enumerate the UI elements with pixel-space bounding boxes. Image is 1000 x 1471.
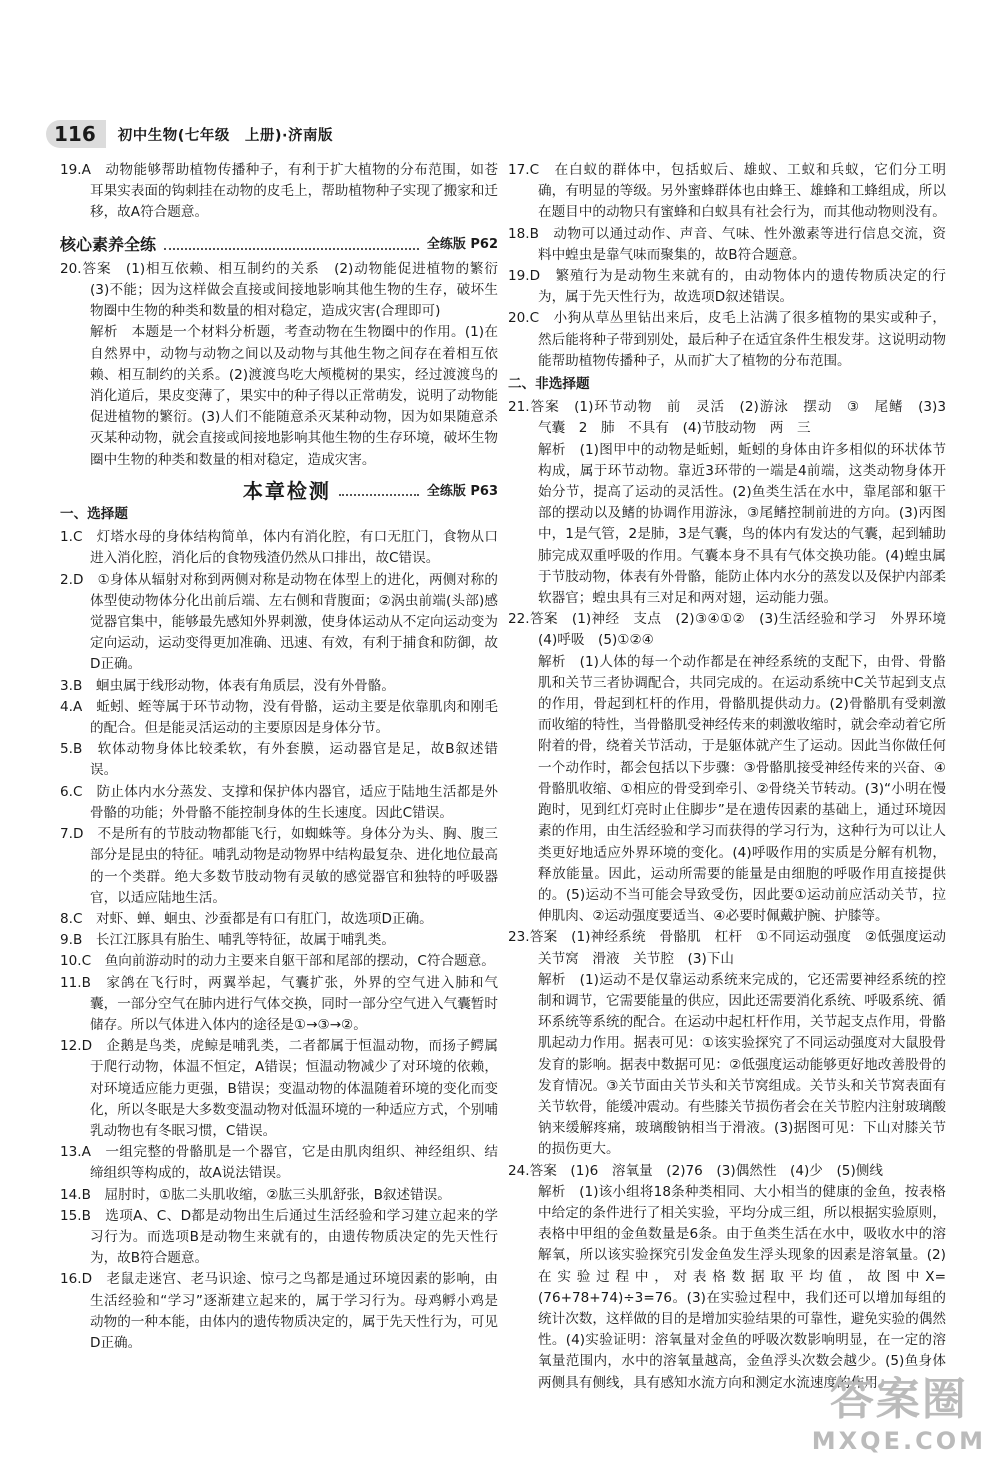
answer-item: 15.B 选项A、C、D都是动物出生后通过生活经验和学习建立起来的学习行为。而选项B是动物生来就有的，由遗传物质决定的先天性行为，故B符合题意。 — [60, 1207, 498, 1267]
answer-item: 3.B 蛔虫属于线形动物，体表有角质层，没有外骨骼。 — [60, 677, 395, 694]
answer-item: 23.答案 (1)神经系统 骨骼肌 杠杆 ①不同运动强度 ②低强度运动 关节窝 滑液 关节腔 (3)下山 — [508, 929, 960, 967]
answer-item: 22.答案 (1)神经 支点 (2)③④①② (3)生活经验和学习 外界环境 (4)呼吸 (5)①②④ — [508, 611, 960, 649]
answer-item: 18.B 动物可以通过动作、声音、气味、性外激素等进行信息交流，资料中蝗虫是靠气味而聚集的，故B符合题意。 — [508, 225, 946, 263]
answer-item: 17.C 在白蚁的群体中，包括蚁后、雄蚁、工蚁和兵蚁，它们分工明确，有明显的等级。另外蜜蜂群体也由蜂王、雄蜂和工蜂组成，所以在题目中的动物只有蜜蜂和白蚁具有社会行为，而其他动物则没有。 — [508, 162, 946, 221]
section-ref: 全练版 P62 — [426, 236, 498, 252]
answer-item: 5.B 软体动物身体比较柔软，有外套膜，运动器官是足，故B叙述错误。 — [60, 741, 498, 779]
section-heading-chapter-test — [60, 478, 498, 503]
section-title: 核心素养全练 — [60, 234, 157, 254]
part-heading: 一、选择题 — [60, 506, 128, 523]
answer-item: 13.A 一组完整的骨骼肌是一个器官，它是由肌肉组织、神经组织、结缔组织等构成的，故A说法错误。 — [60, 1144, 498, 1182]
answer-item: 19.D 繁殖行为是动物生来就有的，由动物体内的遗传物质决定的行为，属于先天性行为，故选项D叙述错误。 — [508, 268, 946, 306]
answer-item: 4.A 蚯蚓、蛭等属于环节动物，没有骨骼，运动主要是依靠肌肉和刚毛的配合。但是能灵活运动的主要原因是身体分节。 — [60, 698, 498, 737]
answer-item: 2.D ①身体从辐射对称到两侧对称是动物在体型上的进化，两侧对称的体型使动物体分化出前后端、左右侧和背腹面；②涡虫前端(头部)感觉器官集中，能够最先感知外界刺激，使身体运动从不定向运动变为定向运动，运动变得更加准确、迅速、有效，有利于捕食和防御，故D正确。 — [60, 571, 498, 673]
page-header — [46, 117, 333, 151]
part-heading: 二、非选择题 — [508, 376, 590, 393]
answer-item: 20.C 小狗从草丛里钻出来后，皮毛上沾满了很多植物的果实或种子，然后能将种子带到别处，最后种子在适宜条件生根发芽。这说明动物能帮助植物传播种子，从而扩大了植物的分布范围。 — [508, 310, 946, 369]
explanation: 解析 本题是一个材料分析题，考查动物在生物圈中的作用。(1)在自然界中，动物与动物之间以及动物与其他生物之间存在着相互依赖、相互制约的关系。(2)渡渡鸟吃大颅榄树的果实，经过渡渡鸟的消化道后，果皮变薄了，果实中的种子得以正常萌发，说明了动物能促进植物的繁衍。(3)人们不能随意杀灭某种动物，因为如果随意杀灭某种动物，就会直接或间接地影响其他生物的生存环境，破坏生物圈中生物的种类和数量的相对稳定，造成灾害。 — [90, 324, 498, 468]
answer-item: 11.B 家鸽在飞行时，两翼举起，气囊扩张，外界的空气进入肺和气囊，一部分空气在肺内进行气体交换，同时一部分空气进入气囊暂时储存。所以气体进入体内的途径是①→③→②。 — [60, 974, 498, 1033]
answer-item: 1.C 灯塔水母的身体结构简单，体内有消化腔，有口无肛门，食物从口进入消化腔，消化后的食物残渣仍然从口排出，故C错误。 — [60, 529, 498, 567]
dotted-leader — [339, 494, 419, 496]
answer-item: 24.答案 (1)6 溶氧量 (2)76 (3)偶然性 (4)少 (5)侧线 — [508, 1162, 883, 1179]
book-title: 初中生物(七年级 上册)·济南版 — [117, 127, 334, 144]
answer-item: 21.答案 (1)环节动物 前 灵活 (2)游泳 摆动 ③ 尾鳍 (3)3 气囊 2 肺 不具有 (4)节肢动物 两 三 — [508, 399, 960, 437]
left-column — [60, 160, 512, 1354]
answer-item: 10.C 鱼向前游动时的动力主要来自躯干部和尾部的摆动，C符合题意。 — [60, 953, 495, 970]
explanation: 解析 (1)人体的每一个动作都是在神经系统的支配下，由骨、骨骼肌和关节三者协调配合，共同完成的。在运动系统中C关节起到支点的作用，骨起到杠杆的作用，骨骼肌提供动力。(2)骨骼肌有受刺激而收缩的特性，当骨骼肌受神经传来的刺激收缩时，就会牵动着它所附着的骨，绕着关节活动，于是躯体就产生了运动。因此当你做任何一个动作时，都会包括以下步骤：③骨骼肌接受神经传来的兴奋、④骨骼肌收缩、①相应的骨受到牵引、②骨绕关节转动。(3)“小明在慢跑时，见到红灯亮时止住脚步”是在遗传因素的基础上，通过环境因素的作用，由生活经验和学习而获得的学习行为，这种行为可以让人类更好地适应外界环境的变化。(4)呼吸作用的实质是分解有机物，释放能量。因此，运动所需要的能量是由细胞的呼吸作用直接提供的。(5)运动不当可能会导致受伤，因此要①运动前应活动关节，拉伸肌肉、②运动强度要适当、④必要时佩戴护腕、护膝等。 — [538, 653, 946, 925]
section-ref: 全练版 P63 — [426, 483, 498, 499]
answer-item: 6.C 防止体内水分蒸发、支撑和保护体内器官，适应于陆地生活都是外骨骼的功能；外骨骼不能控制身体的生长速度。因此C错误。 — [60, 783, 498, 821]
explanation: 解析 (1)图甲中的动物是蚯蚓，蚯蚓的身体由许多相似的环状体节构成，属于环节动物。靠近3环带的一端是4前端，这类动物身体开始分节，提高了运动的灵活性。(2)鱼类生活在水中，靠尾部和躯干部的摆动以及鳍的协调作用游泳，③尾鳍控制前进的方向。(3)丙图中，1是气管，2是肺，3是气囊，鸟的体内有发达的气囊，起到辅助肺完成双重呼吸的作用。气囊本身不具有气体交换功能。(4)蝗虫属于节肢动物，体表有外骨骼，能防止体内水分的蒸发以及保护内部柔软器官；蝗虫具有三对足和两对翅，运动能力强。 — [538, 441, 946, 607]
answer-item: 14.B 屈肘时，①肱二头肌收缩，②肱三头肌舒张，B叙述错误。 — [60, 1186, 451, 1203]
watermark-logo — [812, 1363, 986, 1455]
answer-item: 16.D 老鼠走迷宫、老马识途、惊弓之鸟都是通过环境因素的影响，由生活经验和“学习”逐渐建立起来的，属于学习行为。母鸡孵小鸡是动物的一种本能，由体内的遗传物质决定的，属于先天性行为，可见D正确。 — [60, 1271, 498, 1351]
section-title: 本章检测 — [242, 478, 331, 503]
right-column — [508, 160, 960, 1394]
answer-item: 20.答案 (1)相互依赖、相互制约的关系 (2)动物能促进植物的繁衍 (3)不能；因为这样做会直接或间接地影响其他生物的生存，破坏生物圈中生物的种类和数量的相对稳定，造成灾害(合理即可) — [60, 260, 512, 320]
page-number: 116 — [46, 120, 106, 148]
dotted-leader — [164, 248, 419, 250]
explanation: 解析 (1)运动不是仅靠运动系统来完成的，它还需要神经系统的控制和调节，它需要能量的供应，因此还需要消化系统、呼吸系统、循环系统等系统的配合。在运动中起杠杆作用，关节起支点作用，骨骼肌起动力作用。据表可见：①该实验探究了不同运动强度对大鼠股骨发育的影响。据表中数据可见：②低强度运动能够更好地改善股骨的发育情况。③关节面由关节头和关节窝组成。关节头和关节窝表面有关节软骨，能缓冲震动。有些膝关节损伤者会在关节腔内注射玻璃酸钠来缓解疼痛，玻璃酸钠相当于滑液。(3)据图可见：下山对膝关节的损伤更大。 — [538, 971, 946, 1158]
watermark-text: 答案圈 — [829, 1374, 968, 1425]
answer-item: 19.A 动物能够帮助植物传播种子，有利于扩大植物的分布范围，如苍耳果实表面的钩刺挂在动物的皮毛上，帮助植物种子实现了搬家和迁移，故A符合题意。 — [60, 162, 498, 221]
answer-item: 9.B 长江江豚具有胎生、哺乳等特征，故属于哺乳类。 — [60, 932, 395, 949]
watermark-url: MXQE.COM — [811, 1427, 986, 1455]
answer-item: 7.D 不是所有的节肢动物都能飞行，如蜘蛛等。身体分为头、胸、腹三部分是昆虫的特征。哺乳动物是动物界中结构最复杂、进化地位最高的一个类群。绝大多数节肢动物有灵敏的感觉器官和独特的呼吸器官，以适应陆地生活。 — [60, 826, 498, 906]
answer-item: 12.D 企鹅是鸟类，虎鲸是哺乳类，二者都属于恒温动物，而扬子鳄属于爬行动物，体温不恒定，A错误；恒温动物减少了对环境的依赖，对环境适应能力更强，B错误；变温动物的体温随着环境的变化而变化，所以冬眠是大多数变温动物对低温环境的一种适应方式，个别哺乳动物也有冬眠习惯，C错误。 — [60, 1038, 498, 1139]
explanation: 解析 (1)该小组将18条种类相同、大小相当的健康的金鱼，按表格中给定的条件进行了相关实验，平均分成三组，所以根据实验原则，表格中甲组的金鱼数量是6条。由于鱼类生活在水中，吸收水中的溶解氧，所以该实验探究引发金鱼发生浮头现象的因素是溶氧量。(2)在实验过程中，对表格数据取平均值，故图中X=(76+78+74)÷3=76。(3)在实验过程中，我们还可以增加每组的统计次数，这样做的目的是增加实验结果的可靠性，避免实验的偶然性。(4)实验证明：溶氧量对金鱼的呼吸次数影响明显，在一定的溶氧量范围内，水中的溶氧量越高，金鱼浮头次数会越少。(5)鱼身体两侧具有侧线，具有感知水流方向和测定水流速度的作用。 — [538, 1183, 946, 1391]
section-heading-core — [60, 234, 498, 255]
answer-item: 8.C 对虾、蝉、蛔虫、沙蚕都是有口有肛门，故选项D正确。 — [60, 910, 433, 927]
